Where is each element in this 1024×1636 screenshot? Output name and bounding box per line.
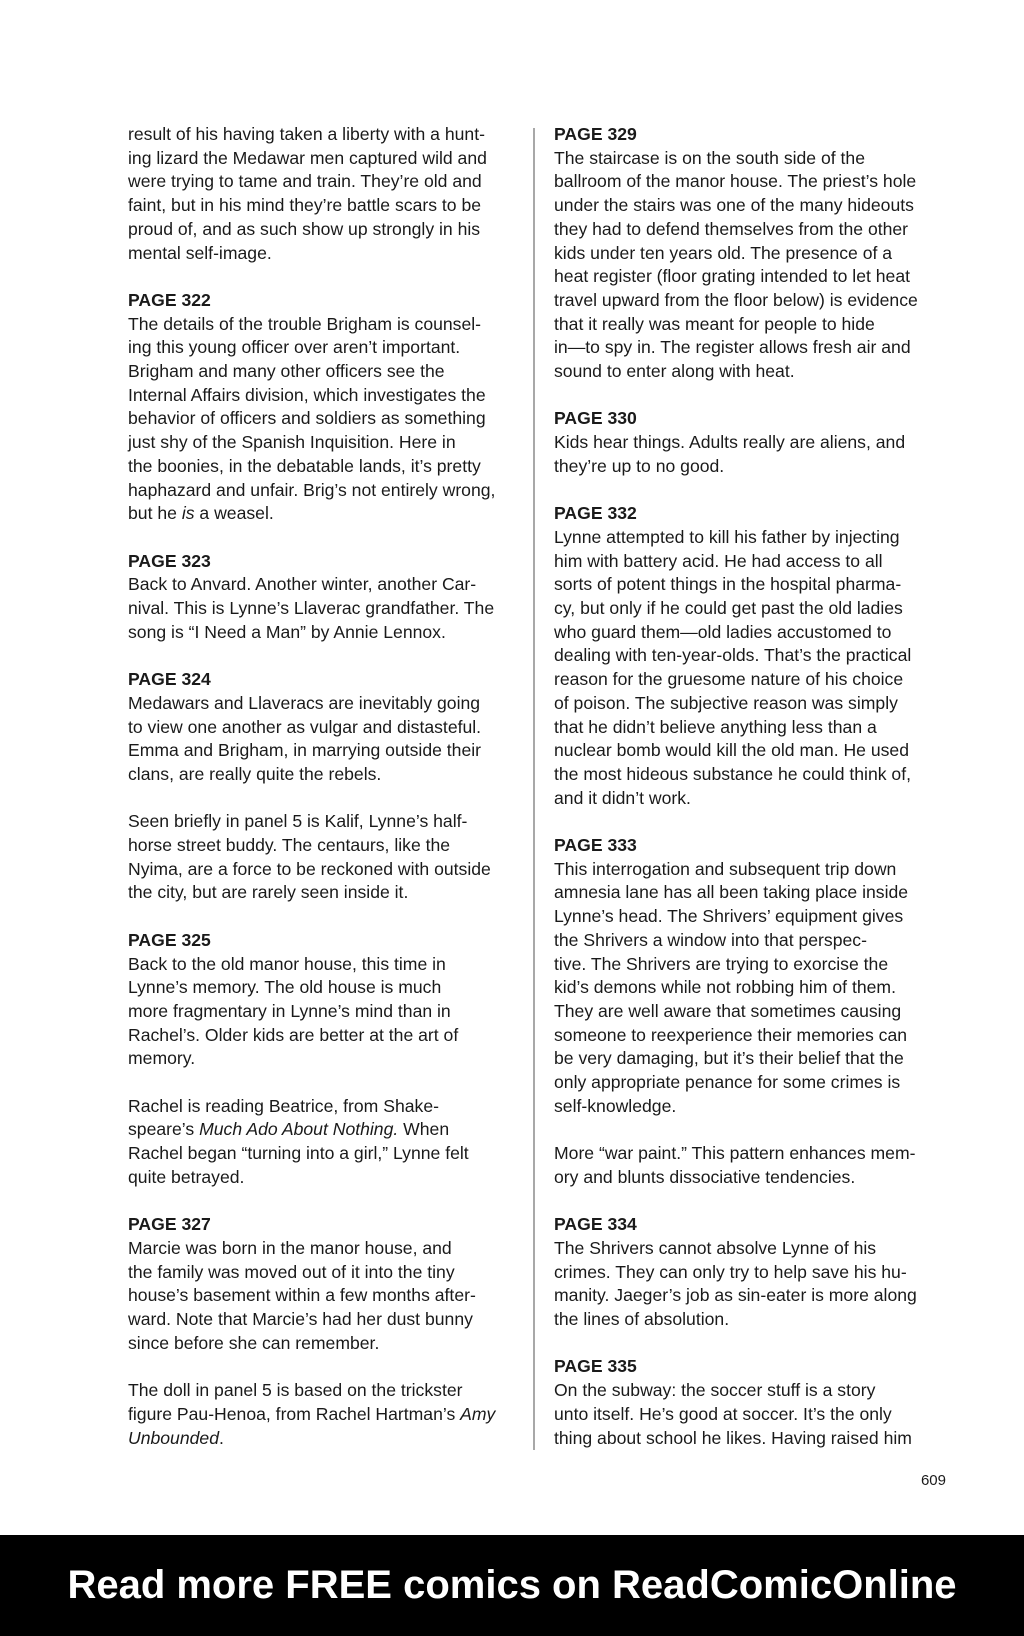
- section-page-323: [128, 550, 518, 645]
- section-heading: PAGE 325: [128, 929, 211, 950]
- section-page-327: [128, 1213, 518, 1450]
- section-heading: PAGE 334: [554, 1214, 637, 1235]
- section-heading: PAGE 332: [554, 503, 637, 524]
- left-column: [128, 123, 518, 1474]
- right-column: [554, 123, 944, 1474]
- section-paragraph: Marcie was born in the manor house, and the family was moved out of it into the tiny house’s basement within a few months after- ward. Note that Marcie’s had her dust bunny since before she can remember.: [128, 1237, 476, 1353]
- section-paragraph: Medawars and Llaveracs are inevitably going to view one another as vulgar and distasteful. Emma and Brigham, in marrying outside their clans, are really quite the rebels.: [128, 692, 482, 784]
- page-number: 609: [920, 1472, 946, 1489]
- section-heading: PAGE 330: [554, 408, 637, 429]
- section-paragraph: Back to the old manor house, this time in Lynne’s memory. The old house is much more fragmentary in Lynne’s mind than in Rachel’s. Older kids are better at the art of memory.: [128, 953, 459, 1069]
- section-heading: PAGE 329: [554, 124, 637, 144]
- section-page-332: [554, 502, 944, 810]
- section-paragraph: Seen briefly in panel 5 is Kalif, Lynne’s half- horse street buddy. The centaurs, like the Nyima, are a force to be reckoned with outside the city, but are rarely seen inside it.: [128, 811, 491, 903]
- section-heading: PAGE 323: [128, 550, 211, 571]
- footer-banner[interactable]: [0, 1535, 1024, 1636]
- section-paragraph: On the subway: the soccer stuff is a story unto itself. He’s good at soccer. It’s the only thing about school he likes. Having raised him: [554, 1380, 912, 1448]
- section-paragraph: The Shrivers cannot absolve Lynne of his crimes. They can only try to help save his hu- manity. Jaeger’s job as sin-eater is more along the lines of absolution.: [554, 1237, 917, 1330]
- section-page-325: [128, 929, 518, 1190]
- column-divider: [533, 128, 535, 1450]
- section-page-333: [554, 834, 944, 1190]
- section-page-324: [128, 668, 518, 905]
- section-heading: PAGE 324: [128, 669, 211, 690]
- intro-section: [128, 123, 518, 265]
- footer-banner-text[interactable]: Read more FREE comics on ReadComicOnline: [67, 1563, 957, 1607]
- section-paragraph: Rachel is reading Beatrice, from Shake- speare’s Much Ado About Nothing. When Rachel began “turning into a girl,” Lynne felt quite betrayed.: [128, 1095, 469, 1187]
- section-heading: PAGE 335: [554, 1356, 637, 1377]
- section-paragraph: Lynne attempted to kill his father by injecting him with battery acid. He had access to all sorts of potent things in the hospital pharma- cy, but only if he could get past the old ladies who guard them—old ladies accustomed to dealing with ten-year-olds. That’s the practical reason for the gruesome nature of his choice of poison. The subjective reason was simply that he didn’t believe anything less than a nuclear bomb would kill the old man. He used the most hideous substance he could think of, and it didn’t work.: [554, 526, 912, 808]
- section-paragraph: Back to Anvard. Another winter, another Car- nival. This is Lynne’s Llaverac grandfather. The song is “I Need a Man” by Annie Lennox.: [128, 574, 495, 642]
- section-page-335: [554, 1355, 944, 1450]
- section-paragraph: Kids hear things. Adults really are aliens, and they’re up to no good.: [554, 432, 906, 476]
- intro-paragraph: result of his having taken a liberty with a hunt- ing lizard the Medawar men captured wild and were trying to tame and train. They’re old and faint, but in his mind they’re battle scars to be proud of, and as such show up strongly in his mental self-image.: [128, 124, 487, 263]
- section-page-334: [554, 1213, 944, 1332]
- section-heading: PAGE 327: [128, 1214, 211, 1235]
- section-page-330: [554, 407, 944, 478]
- section-paragraph: This interrogation and subsequent trip down amnesia lane has all been taking place inside Lynne’s head. The Shrivers’ equipment gives the Shrivers a window into that perspec- tive. The Shrivers are trying to exorcise the kid’s demons while not robbing him of them. They are well aware that sometimes causing someone to reexperience their memories can be very damaging, but it’s their belief that the only appropriate penance for some crimes is self-knowledge.: [554, 858, 909, 1116]
- section-paragraph: The staircase is on the south side of the ballroom of the manor house. The priest’s hole under the stairs was one of the many hideouts they had to defend themselves from the other kids under ten years old. The presence of a heat register (floor grating intended to let heat travel upward from the floor below) is evidence that it really was meant for people to hide in—to spy in. The register allows fresh air and sound to enter along with heat.: [554, 147, 918, 382]
- section-paragraph: More “war paint.” This pattern enhances mem- ory and blunts dissociative tendencies.: [554, 1143, 916, 1187]
- section-page-329: [554, 123, 944, 384]
- section-paragraph: The doll in panel 5 is based on the trickster figure Pau-Henoa, from Rachel Hartman’s Amy Unbounded.: [128, 1380, 496, 1448]
- section-heading: PAGE 322: [128, 289, 211, 310]
- section-heading: PAGE 333: [554, 835, 637, 856]
- section-paragraph: The details of the trouble Brigham is counsel- ing this young officer over aren’t important. Brigham and many other officers see the Internal Affairs division, which investigates the behavior of officers and soldiers as something just shy of the Spanish Inquisition. Here in the boonies, in the debatable lands, it’s pretty haphazard and unfair. Brig’s not entirely wrong, but he is a weasel.: [128, 313, 496, 524]
- section-page-322: [128, 289, 518, 526]
